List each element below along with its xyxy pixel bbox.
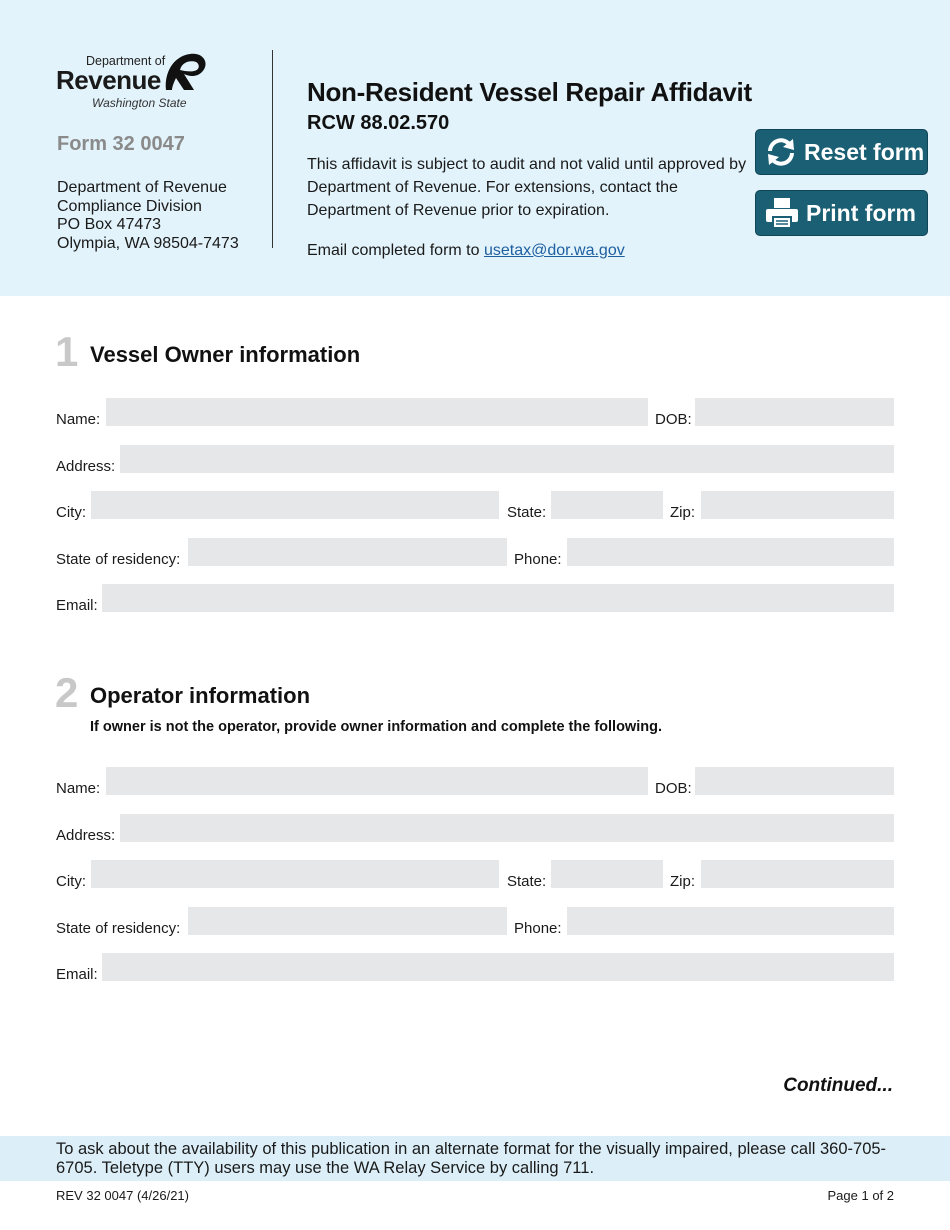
- vertical-divider: [272, 50, 273, 248]
- owner-city-input[interactable]: [91, 491, 499, 519]
- mailing-address: [57, 179, 239, 253]
- phone-label: Phone:: [514, 920, 562, 937]
- phone-label: Phone:: [514, 551, 562, 568]
- operator-city-input[interactable]: [91, 860, 499, 888]
- email-label: Email:: [56, 597, 98, 614]
- state-label: State:: [507, 873, 547, 890]
- rcw-citation: RCW 88.02.570: [307, 112, 450, 134]
- section-title: Vessel Owner information: [90, 342, 361, 367]
- zip-label: Zip:: [670, 504, 696, 521]
- section-title: Operator information: [90, 683, 311, 708]
- operator-residency-input[interactable]: [188, 907, 507, 935]
- section-number: 2: [55, 669, 79, 716]
- refresh-icon: [764, 135, 798, 169]
- print-form-button[interactable]: [755, 190, 928, 236]
- logo-line2: Revenue: [56, 65, 161, 95]
- reset-form-button[interactable]: [755, 129, 928, 175]
- dor-swoosh-icon: [160, 50, 210, 96]
- email-instruction: [307, 242, 625, 260]
- logo-line3: Washington State: [92, 96, 187, 110]
- residency-label: State of residency:: [56, 551, 181, 568]
- email-prefix: Email completed form to: [307, 242, 484, 259]
- owner-zip-input[interactable]: [701, 491, 894, 519]
- printer-icon: [764, 195, 800, 231]
- owner-address-input[interactable]: [120, 445, 894, 473]
- email-label: Email:: [56, 966, 98, 983]
- section-subtitle: If owner is not the operator, provide owner information and complete the following.: [90, 719, 662, 735]
- operator-state-input[interactable]: [551, 860, 663, 888]
- name-label: Name:: [56, 411, 101, 428]
- owner-name-input[interactable]: [106, 398, 648, 426]
- email-link[interactable]: usetax@dor.wa.gov: [483, 242, 625, 259]
- address-line: Olympia, WA 98504-7473: [57, 234, 239, 252]
- address-line: PO Box 47473: [57, 216, 162, 233]
- form-number: Form 32 0047: [57, 133, 185, 155]
- operator-email-input[interactable]: [102, 953, 894, 981]
- address-line: Department of Revenue: [57, 179, 227, 196]
- owner-dob-input[interactable]: [695, 398, 894, 426]
- city-label: City:: [56, 504, 86, 521]
- owner-residency-input[interactable]: [188, 538, 507, 566]
- operator-phone-input[interactable]: [567, 907, 894, 935]
- residency-label: State of residency:: [56, 920, 181, 937]
- description: This affidavit is subject to audit and not valid until approved by Department of Revenue. For extensions, contact the Department of Revenue prior to expiration.: [307, 156, 747, 219]
- operator-name-input[interactable]: [106, 767, 648, 795]
- page-title: Non-Resident Vessel Repair Affidavit: [307, 77, 752, 107]
- operator-address-input[interactable]: [120, 814, 894, 842]
- operator-zip-input[interactable]: [701, 860, 894, 888]
- accessibility-note: To ask about the availability of this publication in an alternate format for the visually impaired, please call 360-705-6705. Teletype (TTY) users may use the WA Relay Service by calling 711.: [56, 1140, 887, 1177]
- state-label: State:: [507, 504, 547, 521]
- revision-number: REV 32 0047 (4/26/21): [56, 1188, 189, 1203]
- reset-form-label: Reset form: [804, 138, 925, 165]
- address-label: Address:: [56, 458, 116, 475]
- continued-note: Continued...: [783, 1075, 893, 1096]
- owner-state-input[interactable]: [551, 491, 663, 519]
- dor-logo: [56, 50, 216, 112]
- print-form-label: Print form: [806, 199, 916, 226]
- dob-label: DOB:: [655, 411, 692, 428]
- header-band: [0, 0, 950, 296]
- address-line: Compliance Division: [57, 197, 202, 215]
- zip-label: Zip:: [670, 873, 696, 890]
- owner-email-input[interactable]: [102, 584, 894, 612]
- address-label: Address:: [56, 827, 116, 844]
- logo-line1: Department of: [86, 54, 166, 68]
- owner-phone-input[interactable]: [567, 538, 894, 566]
- name-label: Name:: [56, 780, 101, 797]
- operator-dob-input[interactable]: [695, 767, 894, 795]
- page-number: Page 1 of 2: [827, 1188, 894, 1203]
- city-label: City:: [56, 873, 86, 890]
- dob-label: DOB:: [655, 780, 692, 797]
- section-number: 1: [55, 328, 79, 375]
